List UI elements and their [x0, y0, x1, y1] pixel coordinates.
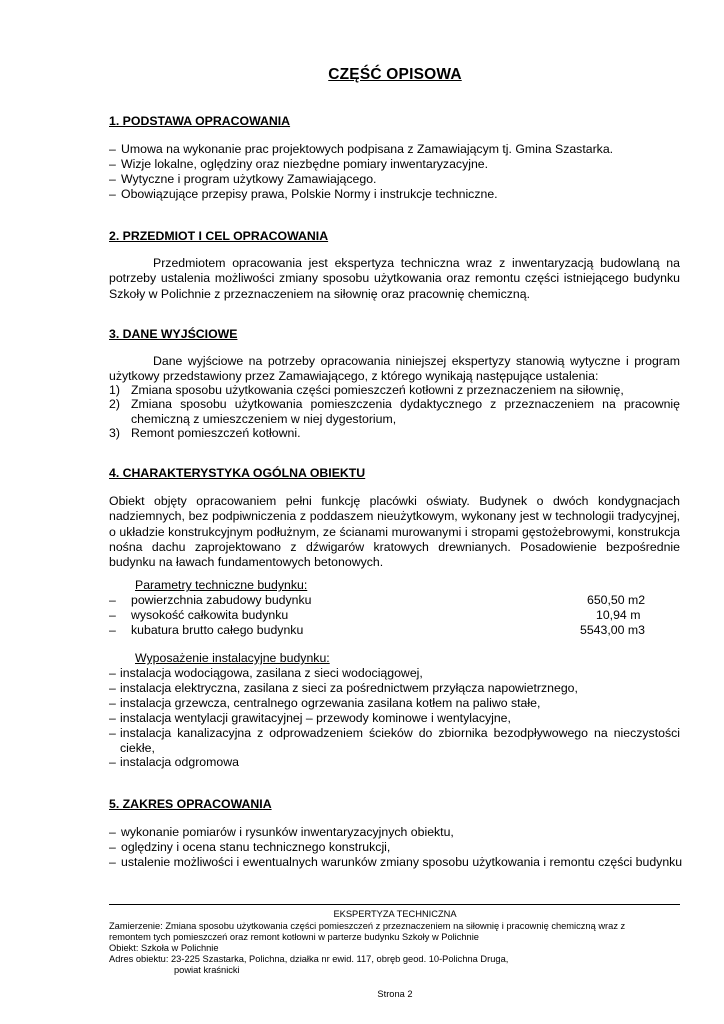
section-2-paragraph: Przedmiotem opracowania jest ekspertyza techniczna wraz z inwentaryzacją budowlaną na potrzeby ustalenia możliwości zmiany sposobu użytkowania oraz remontu części istniejącego budynku Szkoły w Polichnie z przeznaczeniem na siłownię oraz pracownię chemiczną. — [109, 256, 680, 301]
dash-bullet-icon: – — [109, 666, 116, 680]
list-item: – Wytyczne i program użytkowy Zamawiającego. — [109, 172, 377, 186]
footer-line: powiat kraśnicki — [174, 965, 240, 975]
list-item: – instalacja elektryczna, zasilana z sieci za pośrednictwem przyłącza napowietrznego, — [109, 681, 578, 695]
list-item: – instalacja kanalizacyjna z odprowadzeniem ścieków do zbiornika bezodpływowego na nieczystości ciekłe, — [109, 726, 680, 756]
dash-bullet-icon: – — [109, 187, 116, 201]
footer-line: Adres obiektu: 23-225 Szastarka, Polichna, działka nr ewid. 117, obręb geod. 10-Polichna Druga, — [109, 954, 509, 964]
list-item: – instalacja grzewcza, centralnego ogrzewania zasilana kotłem na paliwo stałe, — [109, 696, 541, 710]
dash-bullet-icon: – — [109, 711, 116, 725]
dash-bullet-icon: – — [109, 825, 116, 839]
list-item: – Wizje lokalne, oględziny oraz niezbędne pomiary inwentaryzacyjne. — [109, 157, 489, 171]
section-4-heading: 4. CHARAKTERYSTYKA OGÓLNA OBIEKTU — [109, 466, 366, 480]
page-number: Strona 2 — [377, 989, 413, 999]
section-5-heading: 5. ZAKRES OPRACOWANIA — [109, 797, 272, 811]
equipment-label: Wyposażenie instalacyjne budynku: — [135, 651, 330, 665]
numbered-item: 3) Remont pomieszczeń kotłowni. — [109, 426, 301, 440]
numbered-item: 2) Zmiana sposobu użytkowania pomieszczenia dydaktycznego z przeznaczeniem na pracownię chemiczną z umieszczeniem w niej dygestorium, — [109, 397, 680, 427]
section-3-paragraph: Dane wyjściowe na potrzeby opracowania niniejszej ekspertyzy stanowią wytyczne i program użytkowy przedstawiony przez Zamawiającego, z którego wynikają następujące ustalenia: — [109, 354, 680, 384]
footer-line: remontem tych pomieszczeń oraz remont kotłowni w parterze budynku Szkoły w Polichnie — [109, 932, 479, 942]
footer-divider — [109, 904, 680, 905]
dash-bullet-icon: – — [109, 755, 116, 769]
dash-bullet-icon: – — [109, 157, 116, 171]
list-item: – Obowiązujące przepisy prawa, Polskie Normy i instrukcje techniczne. — [109, 187, 498, 201]
list-item: – Umowa na wykonanie prac projektowych podpisana z Zamawiającym tj. Gmina Szastarka. — [109, 142, 614, 156]
list-item: – oględziny i ocena stanu technicznego konstrukcji, — [109, 840, 391, 854]
dash-bullet-icon: – — [109, 855, 116, 869]
dash-bullet-icon: – — [109, 681, 116, 695]
list-item: – instalacja odgromowa — [109, 755, 239, 769]
footer-line: Obiekt: Szkoła w Polichnie — [109, 943, 219, 953]
footer-title: EKSPERTYZA TECHNICZNA — [333, 909, 457, 919]
list-item: – instalacja wodociągowa, zasilana z sieci wodociągowej, — [109, 666, 423, 680]
page-title: CZĘŚĆ OPISOWA — [328, 66, 462, 83]
dash-bullet-icon: – — [109, 726, 116, 740]
section-4-paragraph: Obiekt objęty opracowaniem pełni funkcję placówki oświaty. Budynek o dwóch kondygnacjach nadziemnych, bez podpiwniczenia z poddaszem nieużytkowym, wykonany jest w technologii tradycyjnej, o układzie konstrukcyjnym podłużnym, ze ścianami murowanymi i stropami gęstożebrowymi, konstrukcja nośna dachu zaprojektowano z dźwigarów kratowych drewnianych. Posadowienie bezpośrednie budynku na ławach fundamentowych betonowych. — [109, 494, 680, 570]
section-1-heading: 1. PODSTAWA OPRACOWANIA — [109, 114, 291, 128]
dash-bullet-icon: – — [109, 142, 116, 156]
dash-bullet-icon: – — [109, 608, 116, 622]
dash-bullet-icon: – — [109, 696, 116, 710]
list-item: – ustalenie możliwości i ewentualnych warunków zmiany sposobu użytkowania i remontu części budynku — [109, 855, 683, 869]
list-item: – wykonanie pomiarów i rysunków inwentaryzacyjnych obiektu, — [109, 825, 454, 839]
section-2-heading: 2. PRZEDMIOT I CEL OPRACOWANIA — [109, 229, 329, 243]
dash-bullet-icon: – — [109, 623, 116, 637]
dash-bullet-icon: – — [109, 172, 116, 186]
dash-bullet-icon: – — [109, 840, 116, 854]
section-3-heading: 3. DANE WYJŚCIOWE — [109, 327, 238, 341]
list-item: – instalacja wentylacji grawitacyjnej – przewody kominowe i wentylacyjne, — [109, 711, 511, 725]
dash-bullet-icon: – — [109, 593, 116, 607]
footer-line: Zamierzenie: Zmiana sposobu użytkowania części pomieszczeń z przeznaczeniem na siłownię i pracownię chemiczną wraz z — [109, 921, 626, 931]
parameters-label: Parametry techniczne budynku: — [135, 578, 308, 592]
numbered-item: 1) Zmiana sposobu użytkowania części pomieszczeń kotłowni z przeznaczeniem na siłownię, — [109, 383, 624, 397]
